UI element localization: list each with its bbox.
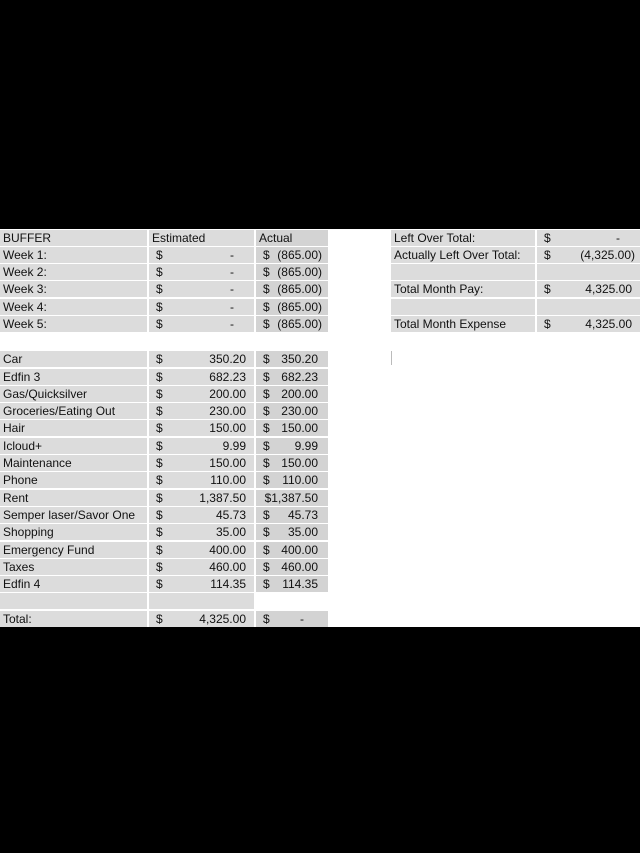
expense-actual-cell[interactable]	[256, 472, 328, 488]
estimated-value: 45.73	[215, 508, 246, 522]
expense-estimated-cell[interactable]	[149, 403, 254, 419]
estimated-value: -	[230, 300, 234, 314]
week-label[interactable]: Week 5:	[0, 316, 147, 332]
estimated-value: 400.00	[209, 543, 246, 557]
expense-label[interactable]: Maintenance	[0, 455, 147, 471]
week-estimated-cell[interactable]	[149, 316, 254, 332]
estimated-value: 150.00	[209, 456, 246, 470]
actual-value: 200.00	[281, 387, 318, 401]
expense-estimated-cell[interactable]	[149, 351, 254, 367]
dollar-sign: $	[263, 352, 270, 366]
summary-blank-row	[391, 264, 640, 280]
dollar-sign: $	[263, 300, 270, 314]
expense-row	[0, 420, 328, 436]
actual-value: 114.35	[282, 577, 318, 591]
dollar-sign: $	[263, 248, 270, 262]
estimated-header[interactable]: Estimated	[149, 230, 254, 246]
expense-row	[0, 351, 328, 367]
dollar-sign: $	[156, 560, 163, 574]
summary-value: -	[616, 231, 620, 245]
dollar-sign: $	[263, 370, 270, 384]
expense-actual-cell[interactable]	[256, 524, 328, 540]
blank-cell[interactable]	[149, 593, 254, 609]
expense-label[interactable]: Emergency Fund	[0, 542, 147, 558]
week-row	[0, 281, 328, 297]
week-estimated-cell[interactable]	[149, 281, 254, 297]
dollar-sign: $	[156, 387, 163, 401]
dollar-sign: $	[156, 612, 163, 626]
estimated-value: -	[230, 265, 234, 279]
expense-row	[0, 542, 328, 558]
total-actual-value: -	[300, 612, 304, 626]
week-actual-cell[interactable]	[256, 281, 328, 297]
blank-cell[interactable]	[537, 264, 640, 280]
week-actual-cell[interactable]	[256, 247, 328, 263]
estimated-value: -	[230, 317, 234, 331]
estimated-value: -	[230, 282, 234, 296]
dollar-sign: $	[263, 560, 270, 574]
dollar-sign: $	[263, 421, 270, 435]
dollar-sign: $	[263, 265, 270, 279]
week-estimated-cell[interactable]	[149, 299, 254, 315]
actual-value: (865.00)	[277, 248, 322, 262]
expense-actual-cell[interactable]	[256, 386, 328, 402]
blank-row	[0, 593, 328, 609]
dollar-sign: $	[263, 439, 270, 453]
dollar-sign: $	[263, 282, 270, 296]
expense-row	[0, 386, 328, 402]
actual-value: (865.00)	[277, 282, 322, 296]
dollar-sign: $	[544, 317, 551, 331]
week-actual-cell[interactable]	[256, 299, 328, 315]
actual-value: 682.23	[281, 370, 318, 384]
expense-estimated-cell[interactable]	[149, 386, 254, 402]
summary-label[interactable]: Actually Left Over Total:	[391, 247, 535, 263]
expense-estimated-cell[interactable]	[149, 576, 254, 592]
dollar-sign: $	[156, 265, 163, 279]
summary-row	[391, 230, 640, 246]
dollar-sign: $	[156, 456, 163, 470]
summary-label[interactable]: Total Month Pay:	[391, 281, 535, 297]
expense-row	[0, 524, 328, 540]
expense-row	[0, 559, 328, 575]
dollar-sign: $	[544, 248, 551, 262]
dollar-sign: $	[156, 404, 163, 418]
dollar-sign: $	[263, 456, 270, 470]
expense-row	[0, 455, 328, 471]
week-actual-cell[interactable]	[256, 264, 328, 280]
dollar-sign: $	[156, 282, 163, 296]
expense-label[interactable]: Taxes	[0, 559, 147, 575]
summary-row	[391, 281, 640, 297]
summary-blank-row	[391, 299, 640, 315]
dollar-sign: $	[544, 282, 551, 296]
week-label[interactable]: Week 3:	[0, 281, 147, 297]
expense-estimated-cell[interactable]	[149, 455, 254, 471]
expense-actual-cell[interactable]	[256, 351, 328, 367]
estimated-value: 460.00	[209, 560, 246, 574]
expense-estimated-cell[interactable]	[149, 472, 254, 488]
expense-actual-cell[interactable]	[256, 420, 328, 436]
dollar-sign: $	[263, 577, 270, 591]
estimated-value: 682.23	[209, 370, 246, 384]
blank-cell[interactable]	[391, 264, 535, 280]
week-label[interactable]: Week 1:	[0, 247, 147, 263]
expense-row	[0, 472, 328, 488]
dollar-sign: $	[263, 508, 270, 522]
spreadsheet	[0, 229, 640, 627]
expense-actual-cell[interactable]	[256, 490, 328, 506]
expense-actual-cell[interactable]	[256, 455, 328, 471]
estimated-value: 1,387.50	[199, 491, 246, 505]
actual-value: 460.00	[281, 560, 318, 574]
actual-header[interactable]: Actual	[256, 230, 328, 246]
dollar-sign: $	[263, 404, 270, 418]
dollar-sign: $	[156, 491, 163, 505]
total-row	[0, 611, 328, 627]
dollar-sign: $	[156, 370, 163, 384]
expense-label[interactable]: Edfin 4	[0, 576, 147, 592]
expense-actual-cell[interactable]	[256, 403, 328, 419]
summary-value-cell[interactable]	[537, 316, 640, 332]
dollar-sign: $	[156, 577, 163, 591]
dollar-sign: $	[156, 300, 163, 314]
expense-row	[0, 507, 328, 523]
expense-label[interactable]: Shopping	[0, 524, 147, 540]
total-estimated-cell[interactable]	[149, 611, 254, 627]
expense-estimated-cell[interactable]	[149, 438, 254, 454]
dollar-sign: $	[263, 543, 270, 557]
expense-label[interactable]: Hair	[0, 420, 147, 436]
expense-label[interactable]: Icloud+	[0, 438, 147, 454]
expense-label[interactable]: Car	[0, 351, 147, 367]
actual-value: $1,387.50	[264, 491, 318, 505]
actual-value: 400.00	[281, 543, 318, 557]
estimated-value: 114.35	[210, 577, 246, 591]
expense-label[interactable]: Groceries/Eating Out	[0, 403, 147, 419]
actual-value: (865.00)	[277, 300, 322, 314]
dollar-sign: $	[263, 387, 270, 401]
week-label[interactable]: Week 2:	[0, 264, 147, 280]
expense-label[interactable]: Semper laser/Savor One	[0, 507, 147, 523]
week-estimated-cell[interactable]	[149, 264, 254, 280]
dollar-sign: $	[156, 525, 163, 539]
summary-value-cell[interactable]	[537, 281, 640, 297]
dollar-sign: $	[156, 317, 163, 331]
expense-label[interactable]: Edfin 3	[0, 369, 147, 385]
actual-value: 110.00	[282, 473, 318, 487]
expense-row	[0, 490, 328, 506]
actual-value: (865.00)	[277, 265, 322, 279]
expense-actual-cell[interactable]	[256, 559, 328, 575]
week-row	[0, 247, 328, 263]
estimated-value: -	[230, 248, 234, 262]
dollar-sign: $	[263, 525, 270, 539]
estimated-value: 150.00	[209, 421, 246, 435]
week-actual-cell[interactable]	[256, 316, 328, 332]
expense-estimated-cell[interactable]	[149, 524, 254, 540]
buffer-header-label[interactable]: BUFFER	[0, 230, 147, 246]
dollar-sign: $	[263, 317, 270, 331]
expense-label[interactable]: Phone	[0, 472, 147, 488]
actual-value: 35.00	[287, 525, 318, 539]
estimated-value: 35.00	[215, 525, 246, 539]
expense-estimated-cell[interactable]	[149, 559, 254, 575]
week-estimated-cell[interactable]	[149, 247, 254, 263]
week-row	[0, 264, 328, 280]
estimated-value: 350.20	[209, 352, 246, 366]
week-row	[0, 299, 328, 315]
expense-row	[0, 403, 328, 419]
expense-actual-cell[interactable]	[256, 438, 328, 454]
actual-value: 350.20	[281, 352, 318, 366]
expense-estimated-cell[interactable]	[149, 490, 254, 506]
summary-value-cell[interactable]	[537, 230, 640, 246]
expense-actual-cell[interactable]	[256, 576, 328, 592]
expense-row	[0, 438, 328, 454]
expense-actual-cell[interactable]	[256, 542, 328, 558]
summary-value: 4,325.00	[585, 282, 632, 296]
expense-estimated-cell[interactable]	[149, 507, 254, 523]
dollar-sign: $	[156, 421, 163, 435]
summary-value: (4,325.00)	[580, 248, 635, 262]
buffer-header-row	[0, 230, 328, 246]
summary-value-cell[interactable]	[537, 247, 640, 263]
expense-actual-cell[interactable]	[256, 369, 328, 385]
summary-row	[391, 247, 640, 263]
week-label[interactable]: Week 4:	[0, 299, 147, 315]
dollar-sign: $	[263, 612, 270, 626]
total-actual-cell[interactable]	[256, 611, 328, 627]
actual-value: 150.00	[281, 421, 318, 435]
total-estimated-value: 4,325.00	[199, 612, 246, 626]
blank-cell[interactable]	[537, 299, 640, 315]
expense-estimated-cell[interactable]	[149, 369, 254, 385]
expense-actual-cell[interactable]	[256, 507, 328, 523]
estimated-value: 110.00	[210, 473, 246, 487]
dollar-sign: $	[544, 231, 551, 245]
dollar-sign: $	[156, 248, 163, 262]
summary-label[interactable]: Total Month Expense	[391, 316, 535, 332]
dollar-sign: $	[156, 439, 163, 453]
cell-cursor	[391, 351, 392, 365]
blank-cell[interactable]	[0, 593, 147, 609]
dollar-sign: $	[156, 508, 163, 522]
actual-value: 9.99	[294, 439, 318, 453]
summary-row	[391, 316, 640, 332]
estimated-value: 9.99	[222, 439, 246, 453]
expense-label[interactable]: Rent	[0, 490, 147, 506]
week-row	[0, 316, 328, 332]
dollar-sign: $	[156, 352, 163, 366]
actual-value: (865.00)	[277, 317, 322, 331]
blank-cell[interactable]	[391, 299, 535, 315]
expense-estimated-cell[interactable]	[149, 420, 254, 436]
expense-row	[0, 369, 328, 385]
estimated-value: 200.00	[209, 387, 246, 401]
summary-label[interactable]: Left Over Total:	[391, 230, 535, 246]
expense-estimated-cell[interactable]	[149, 542, 254, 558]
summary-value: 4,325.00	[585, 317, 632, 331]
actual-value: 230.00	[281, 404, 318, 418]
estimated-value: 230.00	[209, 404, 246, 418]
expense-label[interactable]: Gas/Quicksilver	[0, 386, 147, 402]
total-label[interactable]: Total:	[0, 611, 147, 627]
dollar-sign: $	[156, 543, 163, 557]
expense-row	[0, 576, 328, 592]
actual-value: 45.73	[287, 508, 318, 522]
dollar-sign: $	[156, 473, 163, 487]
actual-value: 150.00	[281, 456, 318, 470]
dollar-sign: $	[263, 473, 270, 487]
